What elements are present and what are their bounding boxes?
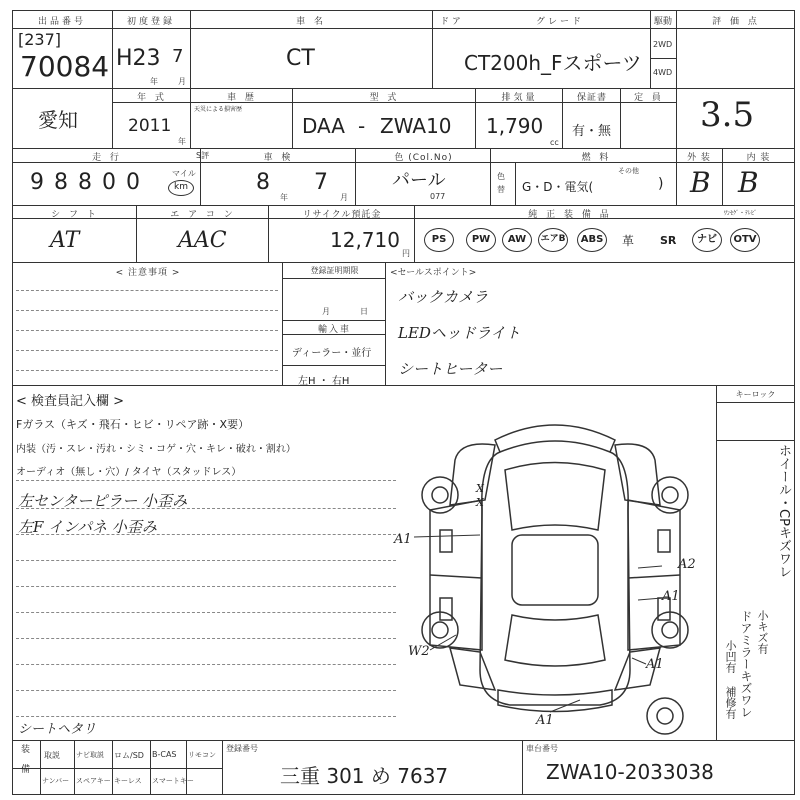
front-right-fender	[615, 444, 660, 505]
car-name-label: 車 名	[296, 17, 326, 27]
sales-point-2: LEDヘッドライト	[398, 324, 521, 342]
lot-label: 出品番号	[37, 17, 86, 27]
handwritten-note-2: 左F インパネ 小歪み	[18, 518, 157, 536]
equip-navi-manual: ナビ取説	[76, 751, 104, 759]
color-label: 色 (Col.No)	[394, 153, 453, 163]
mileage: 98800	[30, 170, 150, 195]
equip-abs: ABS	[577, 228, 607, 252]
equip-sunroof: SR	[660, 234, 677, 247]
mark-rear-bumper: A1	[536, 713, 554, 728]
audio-tire-line: オーディオ（無し・穴）/ タイヤ（スタッドレス）	[16, 467, 242, 478]
mileage-unit-miles: マイル	[172, 169, 196, 178]
drive-4wd: 4WD	[653, 68, 673, 77]
inspector-title: < 検査員記入欄 >	[16, 394, 125, 409]
equip-ps: PS	[424, 228, 454, 252]
front-left-fender	[450, 444, 495, 505]
displacement-label: 排気量	[501, 93, 538, 103]
shift-label: シ フ ト	[51, 210, 99, 220]
inspection-year: 8	[256, 170, 270, 195]
mileage-label: 走 行	[92, 153, 122, 163]
score-label: 評 価 点	[712, 17, 760, 27]
history-sub: 天災による損害歴	[194, 106, 243, 113]
history-label: 車 歴	[227, 93, 257, 103]
grade: CT200h_Fスポーツ	[464, 51, 642, 75]
fuel-other: その他	[618, 167, 639, 175]
equip-otv: OTV	[730, 228, 760, 252]
footer-equip-label: 装 備	[19, 744, 29, 777]
equip-plate: ナンバー	[42, 777, 70, 785]
glass-line: Fガラス（キズ・飛石・ヒビ・リペア跡・X要）	[16, 418, 250, 431]
reg-month: 月	[322, 307, 330, 316]
first-reg-year-unit: 年	[150, 77, 158, 86]
roof	[512, 535, 598, 605]
car-body	[480, 452, 630, 705]
equip-aw: AW	[502, 228, 532, 252]
rear-left-fender	[450, 648, 495, 690]
sales-point-1: バックカメラ	[398, 288, 489, 306]
displacement-unit: cc	[550, 138, 559, 147]
first-reg-era: H23	[116, 46, 161, 71]
plate-label: 登録番号	[226, 744, 258, 753]
year: 2011	[128, 116, 172, 136]
model-prefix: DAA	[302, 114, 345, 138]
mark-right-door: A1	[662, 589, 680, 604]
ac-label: エ ア コ ン	[170, 210, 236, 220]
inspection-year-unit: 年	[280, 193, 288, 202]
rear-window	[505, 615, 605, 666]
color-code: 077	[430, 192, 446, 201]
mark-left-door: A1	[394, 532, 412, 547]
rear-bumper	[498, 690, 612, 712]
interior-line: 内装（汚・スレ・汚れ・シミ・コゲ・穴・キレ・破れ・割れ）	[16, 444, 296, 455]
legend-small-dent: 小凹有	[724, 640, 737, 673]
lot-number: 70084	[20, 50, 110, 83]
score-value: 3.5	[700, 95, 755, 135]
first-reg-month: 7	[172, 46, 184, 67]
reg-day: 日	[360, 307, 368, 316]
equip-pw: PW	[466, 228, 496, 252]
first-reg-month-unit: 月	[178, 77, 186, 86]
recycle-unit: 円	[402, 249, 410, 258]
legend-repaired: 補修有	[724, 686, 737, 719]
warranty-label: 保証書	[576, 93, 607, 103]
fuel-options: G・D・電気(	[522, 180, 594, 194]
sales-point-3: シートヒーター	[398, 360, 503, 378]
recycle-label: リサイクル預託金	[302, 210, 382, 220]
car-damage-diagram	[394, 400, 710, 735]
mark-rear-right: A1	[646, 657, 664, 672]
equip-navi: ナビ	[692, 228, 722, 252]
chassis-label: 車台番号	[526, 744, 558, 753]
sales-points-label: <セールスポイント>	[390, 268, 477, 278]
chassis: ZWA10-2033038	[546, 760, 714, 784]
color: パール	[392, 170, 446, 191]
car-name: CT	[286, 46, 315, 71]
equipment-label: 純 正 装 備 品	[528, 210, 612, 220]
equip-spare-key: スペアキー	[76, 777, 111, 785]
handwritten-note-1: 左センターピラー 小歪み	[18, 492, 188, 510]
lot-prefix: [237]	[18, 30, 62, 49]
equip-airbag: エアB	[538, 228, 568, 252]
equip-rom-sd: ロム/SD	[114, 751, 144, 760]
ac: AAC	[178, 228, 227, 253]
exterior-grade: B	[690, 166, 711, 199]
legend-small-scratch: 小キズ有	[756, 610, 769, 654]
region: 愛知	[38, 108, 78, 132]
drive-label: 駆動	[653, 17, 672, 27]
displacement: 1,790	[486, 114, 544, 138]
equip-leather: 革	[622, 234, 635, 248]
equip-smart-key: スマートキー	[152, 777, 194, 785]
year-label: 年 式	[137, 93, 167, 103]
capacity-label: 定 員	[634, 93, 664, 103]
legend-wheel-scratch: ホイール・CPキズワレ	[776, 444, 791, 578]
interior-grade: B	[738, 166, 759, 199]
year-unit: 年	[178, 137, 186, 146]
equip-manual: 取説	[44, 751, 60, 760]
mark-front-x2: X	[476, 496, 484, 509]
inspection-month: 7	[314, 170, 328, 195]
drive-2wd: 2WD	[653, 40, 673, 49]
exterior-label: 外 装	[687, 153, 711, 163]
equip-remote: リモコン	[188, 751, 216, 759]
fuel-label: 燃 料	[581, 153, 612, 163]
fuel-close: )	[658, 176, 664, 192]
import-label: 輸入車	[317, 325, 351, 335]
door-label: ドア	[440, 17, 464, 27]
inspection-label: 車 検	[263, 153, 294, 163]
caution-label: < 注意事項 >	[115, 268, 181, 278]
mileage-unit-km: km	[168, 180, 194, 196]
dealer-parallel: ディーラー・並行	[292, 348, 372, 359]
interior-label: 内 装	[746, 153, 771, 163]
grade-label: グレード	[535, 17, 584, 27]
recycle-amount: 12,710	[330, 228, 400, 252]
model-code: ZWA10	[380, 114, 452, 138]
equip-keyless: キーレス	[114, 777, 142, 785]
one-seg-label: ﾜﾝｾｸﾞ・ﾃﾚﾋﾞ	[724, 210, 758, 217]
shift: AT	[50, 228, 80, 253]
handle-side: 左H ・ 右H	[298, 376, 350, 387]
color-change-label: 色替	[497, 172, 505, 194]
keylock-label: キーロック	[735, 390, 776, 399]
hood	[505, 463, 605, 531]
mileage-sub: S評	[196, 151, 210, 160]
registration-label: 登録証明期限	[310, 266, 359, 275]
model-sep: -	[358, 114, 366, 138]
plate: 三重 301 め 7637	[280, 764, 449, 788]
mark-front-x1: X	[476, 482, 484, 495]
inspection-month-unit: 月	[340, 193, 348, 202]
model-label: 型 式	[369, 93, 400, 103]
warranty-value: 有・無	[572, 124, 612, 139]
front-bumper	[495, 425, 615, 452]
mark-right-fender: A2	[678, 557, 696, 572]
first-reg-label: 初度登録	[126, 17, 175, 27]
handwritten-seat-note: シートヘタリ	[18, 722, 97, 737]
mark-windshield: W2	[408, 644, 430, 659]
legend-mirror-scratch: ドアミラーキズワレ	[739, 610, 753, 718]
equip-bcas: B-CAS	[152, 750, 177, 759]
